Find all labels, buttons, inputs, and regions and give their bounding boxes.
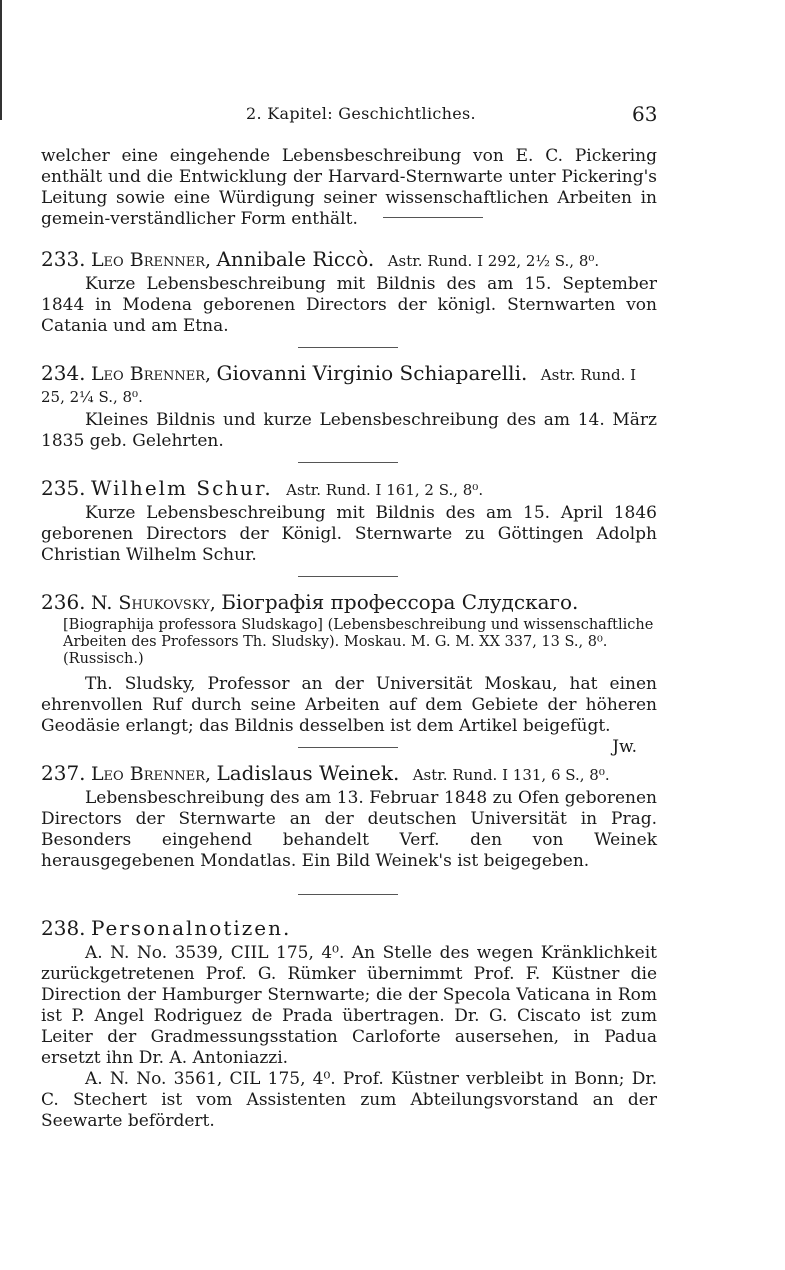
entry-title: Annibale Riccò.	[216, 247, 375, 271]
entry-title: Ladislaus Weinek.	[216, 761, 400, 785]
entry-source: [Biographija professora Sludskago] (Lebensbeschreibung und wissenschaftliche Arbeiten des Professors Th. Sludsky). Moskau. M. G. M. XX 337, 13 S., 8⁰. (Russisch.)	[63, 617, 654, 667]
entry-source: Astr. Rund. I 25, 2¼ S., 8⁰.	[41, 366, 637, 406]
personal-notes-section	[41, 917, 657, 1132]
page-header	[0, 100, 785, 130]
entry-number: 236.	[41, 590, 86, 614]
page-number: 63	[632, 102, 658, 126]
personal-note-paragraph: A. N. No. 3539, CIIL 175, 4⁰. An Stelle des wegen Kränklichkeit zurückgetretenen Prof. G. Rümker übernimmt Prof. F. Küstner die Direction der Hamburger Sternwarte; die der Specola Vaticana in Rom ist P. Angel Rodriguez de Prada übertragen. Dr. G. Ciscato ist zum Leiter der Gradmessungsstation Carloforte ausersehen, in Padua ersetzt ihn Dr. A. Antoniazzi.	[41, 943, 657, 1068]
page-body	[41, 146, 657, 1132]
entry-body: Kurze Lebensbeschreibung mit Bildnis des am 15. September 1844 in Modena geborenen Directors der königl. Sternwarten von Catania und am Etna.	[41, 274, 657, 336]
bibliography-entry-233	[41, 248, 657, 337]
section-title: Personalnotizen.	[90, 916, 292, 940]
section-heading	[41, 917, 657, 941]
entry-number: 235.	[41, 476, 86, 500]
entry-heading	[41, 591, 657, 615]
intro-paragraph: welcher eine eingehende Lebensbeschreibung von E. C. Pickering enthält und die Entwicklung der Harvard-Sternwarte unter Pickering's Leitung sowie eine Würdigung seiner wissenschaftlichen Arbeiten in gemein-verständlicher Form enthält.	[41, 146, 657, 229]
signature: Jw.	[612, 737, 637, 757]
entry-heading	[41, 762, 657, 786]
entry-body: Kleines Bildnis und kurze Lebensbeschreibung des am 14. März 1835 geb. Gelehrten.	[41, 410, 657, 451]
entry-title: Wilhelm Schur.	[90, 476, 273, 500]
divider	[298, 894, 398, 895]
entry-author: Leo Brenner,	[90, 363, 212, 385]
bibliography-entry-234	[41, 362, 657, 452]
section-number: 238.	[41, 916, 86, 940]
entry-source: Astr. Rund. I 131, 6 S., 8⁰.	[412, 766, 610, 784]
personal-note-paragraph: A. N. No. 3561, CIL 175, 4⁰. Prof. Küstner verbleibt in Bonn; Dr. C. Stechert ist vom Assistenten zum Abteilungsvorstand an der Seewarte befördert.	[41, 1069, 657, 1131]
entry-body: Th. Sludsky, Professor an der Universität Moskau, hat einen ehrenvollen Ruf durch seine Arbeiten auf dem Gebiete der höheren Geodäsie erlangt; das Bildnis desselben ist dem Artikel beigefügt. Jw.	[41, 674, 657, 757]
entry-title: Giovanni Virginio Schiaparelli.	[216, 361, 528, 385]
entry-heading	[41, 362, 657, 408]
divider	[298, 347, 398, 348]
entry-title: Біографія профессора Слудскаго.	[221, 590, 579, 614]
divider	[383, 217, 483, 218]
divider	[298, 576, 398, 577]
bibliography-entry-236	[41, 590, 657, 757]
running-title: 2. Kapitel: Geschichtliches.	[246, 104, 476, 123]
entry-author: Leo Brenner,	[90, 249, 212, 271]
bibliography-entry-237	[41, 762, 657, 872]
divider	[298, 747, 398, 748]
entry-source: Astr. Rund. I 161, 2 S., 8⁰.	[286, 481, 484, 499]
entry-heading	[41, 477, 657, 501]
divider	[298, 462, 398, 463]
entry-heading	[41, 248, 657, 272]
entry-source: Astr. Rund. I 292, 2½ S., 8⁰.	[387, 252, 600, 270]
entry-number: 233.	[41, 247, 86, 271]
entry-body: Lebensbeschreibung des am 13. Februar 1848 zu Ofen geborenen Directors der Sternwarte an der deutschen Universität in Prag. Besonders eingehend behandelt Verf. den von Weinek herausgegebenen Mondatlas. Ein Bild Weinek's ist beigegeben.	[41, 788, 657, 871]
bibliography-entry-235	[41, 477, 657, 566]
entry-author: N. Shukovsky,	[90, 592, 216, 614]
entry-author: Leo Brenner,	[90, 763, 212, 785]
entry-number: 234.	[41, 361, 86, 385]
entry-number: 237.	[41, 761, 86, 785]
entry-body: Kurze Lebensbeschreibung mit Bildnis des am 15. April 1846 geborenen Directors der Königl. Sternwarte zu Göttingen Adolph Christian Wilhelm Schur.	[41, 503, 657, 565]
